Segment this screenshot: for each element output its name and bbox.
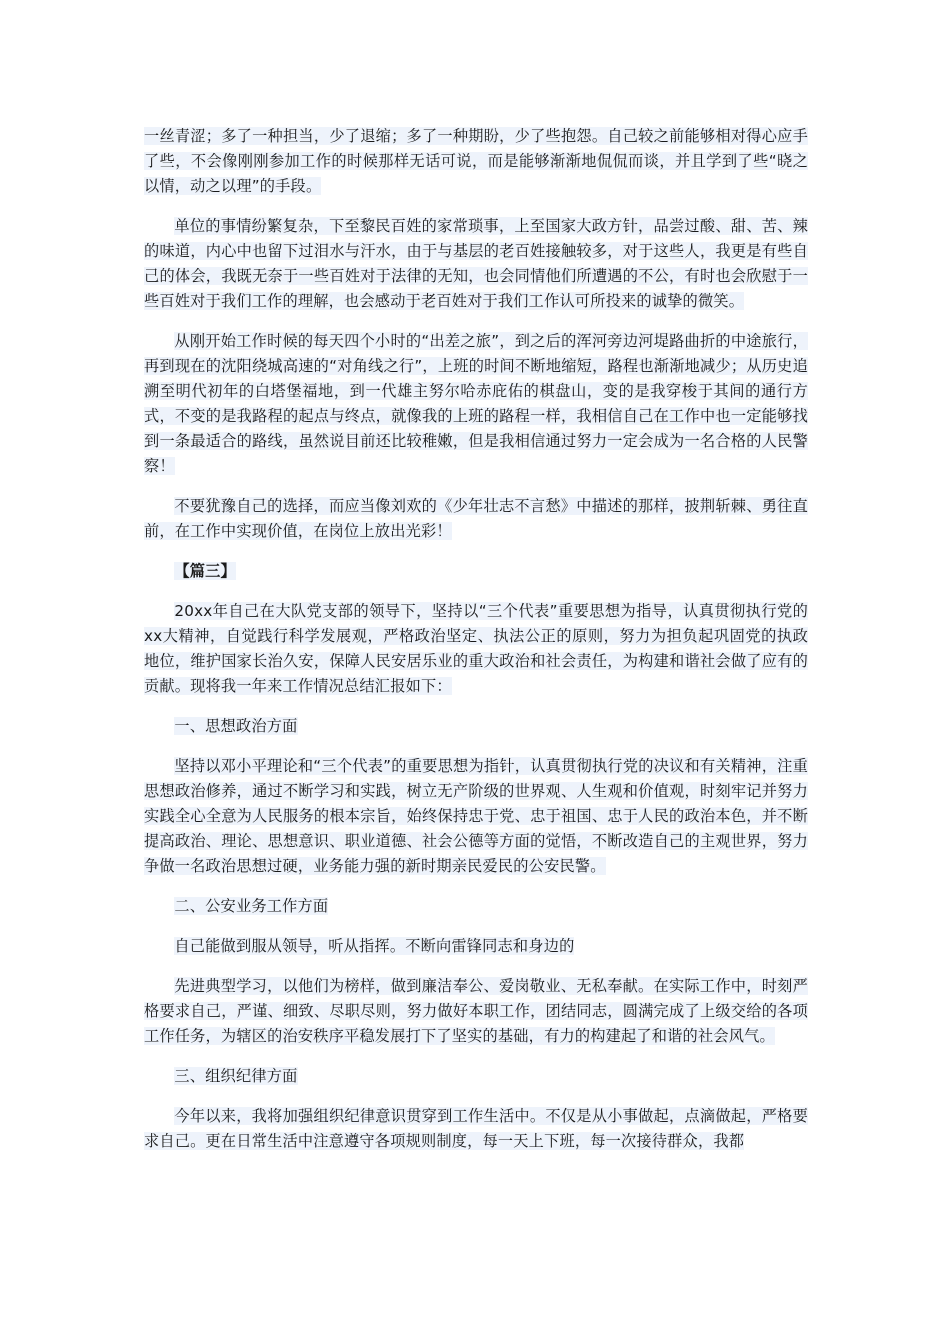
- paragraph-2: [144, 214, 808, 314]
- document-body: [144, 124, 808, 1154]
- subheading-political-text: 一、思想政治方面: [174, 717, 298, 735]
- paragraph-political: [144, 754, 808, 879]
- paragraph-intro-text: 20xx年自己在大队党支部的领导下，坚持以“三个代表”重要思想为指导，认真贯彻执行党的xx大精神，自觉践行科学发展观，严格政治坚定、执法公正的原则，努力为担负起巩固党的执政地位，维护国家长治久安，保障人民安居乐业的重大政治和社会责任，为构建和谐社会做了应有的贡献。现将我一年来工作情况总结汇报如下：: [144, 602, 808, 695]
- paragraph-business-2: [144, 974, 808, 1049]
- section-heading-pian-san: [144, 559, 808, 584]
- paragraph-intro: [144, 599, 808, 699]
- paragraph-business-1: [144, 934, 808, 959]
- paragraph-3-text: 从刚开始工作时候的每天四个小时的“出差之旅”，到之后的浑河旁边河堤路曲折的中途旅行，再到现在的沈阳绕城高速的“对角线之行”，上班的时间不断地缩短，路程也渐渐地减少；从历史追溯至明代初年的白塔堡福地，到一代雄主努尔哈赤庇佑的棋盘山，变的是我穿梭于其间的通行方式，不变的是我路程的起点与终点，就像我的上班的路程一样，我相信自己在工作中也一定能够找到一条最适合的路线，虽然说目前还比较稚嫩，但是我相信通过努力一定会成为一名合格的人民警察！: [144, 332, 808, 475]
- paragraph-business-1-text: 自己能做到服从领导，听从指挥。不断向雷锋同志和身边的: [174, 937, 575, 955]
- paragraph-discipline-text: 今年以来，我将加强组织纪律意识贯穿到工作生活中。不仅是从小事做起，点滴做起，严格要求自己。更在日常生活中注意遵守各项规则制度，每一天上下班，每一次接待群众，我都: [144, 1107, 808, 1150]
- subheading-political: [144, 714, 808, 739]
- subheading-business-text: 二、公安业务工作方面: [174, 897, 329, 915]
- paragraph-political-text: 坚持以邓小平理论和“三个代表”的重要思想为指针，认真贯彻执行党的决议和有关精神，注重思想政治修养，通过不断学习和实践，树立无产阶级的世界观、人生观和价值观，时刻牢记并努力实践全心全意为人民服务的根本宗旨，始终保持忠于党、忠于祖国、忠于人民的政治本色，并不断提高政治、理论、思想意识、职业道德、社会公德等方面的觉悟，不断改造自己的主观世界，努力争做一名政治思想过硬，业务能力强的新时期亲民爱民的公安民警。: [144, 757, 808, 875]
- paragraph-2-text: 单位的事情纷繁复杂，下至黎民百姓的家常琐事，上至国家大政方针，品尝过酸、甜、苦、辣的味道，内心中也留下过泪水与汗水，由于与基层的老百姓接触较多，对于这些人，我更是有些自己的体会，我既无奈于一些百姓对于法律的无知，也会同情他们所遭遇的不公，有时也会欣慰于一些百姓对于我们工作的理解，也会感动于老百姓对于我们工作认可所投来的诚挚的微笑。: [144, 217, 808, 310]
- subheading-discipline-text: 三、组织纪律方面: [174, 1067, 298, 1085]
- paragraph-4: [144, 494, 808, 544]
- paragraph-1: [144, 124, 808, 199]
- section-heading-text: 【篇三】: [174, 562, 236, 580]
- paragraph-3: [144, 329, 808, 479]
- paragraph-discipline: [144, 1104, 808, 1154]
- paragraph-4-text: 不要犹豫自己的选择，而应当像刘欢的《少年壮志不言愁》中描述的那样，披荆斩棘、勇往直前，在工作中实现价值，在岗位上放出光彩！: [144, 497, 808, 540]
- paragraph-1-text: 一丝青涩；多了一种担当，少了退缩；多了一种期盼，少了些抱怨。自己较之前能够相对得心应手了些，不会像刚刚参加工作的时候那样无话可说，而是能够渐渐地侃侃而谈，并且学到了些“晓之以情，动之以理”的手段。: [144, 127, 808, 195]
- subheading-discipline: [144, 1064, 808, 1089]
- paragraph-business-2-text: 先进典型学习，以他们为榜样，做到廉洁奉公、爱岗敬业、无私奉献。在实际工作中，时刻严格要求自己，严谨、细致、尽职尽则，努力做好本职工作，团结同志，圆满完成了上级交给的各项工作任务，为辖区的治安秩序平稳发展打下了坚实的基础，有力的构建起了和谐的社会风气。: [144, 977, 808, 1045]
- subheading-business: [144, 894, 808, 919]
